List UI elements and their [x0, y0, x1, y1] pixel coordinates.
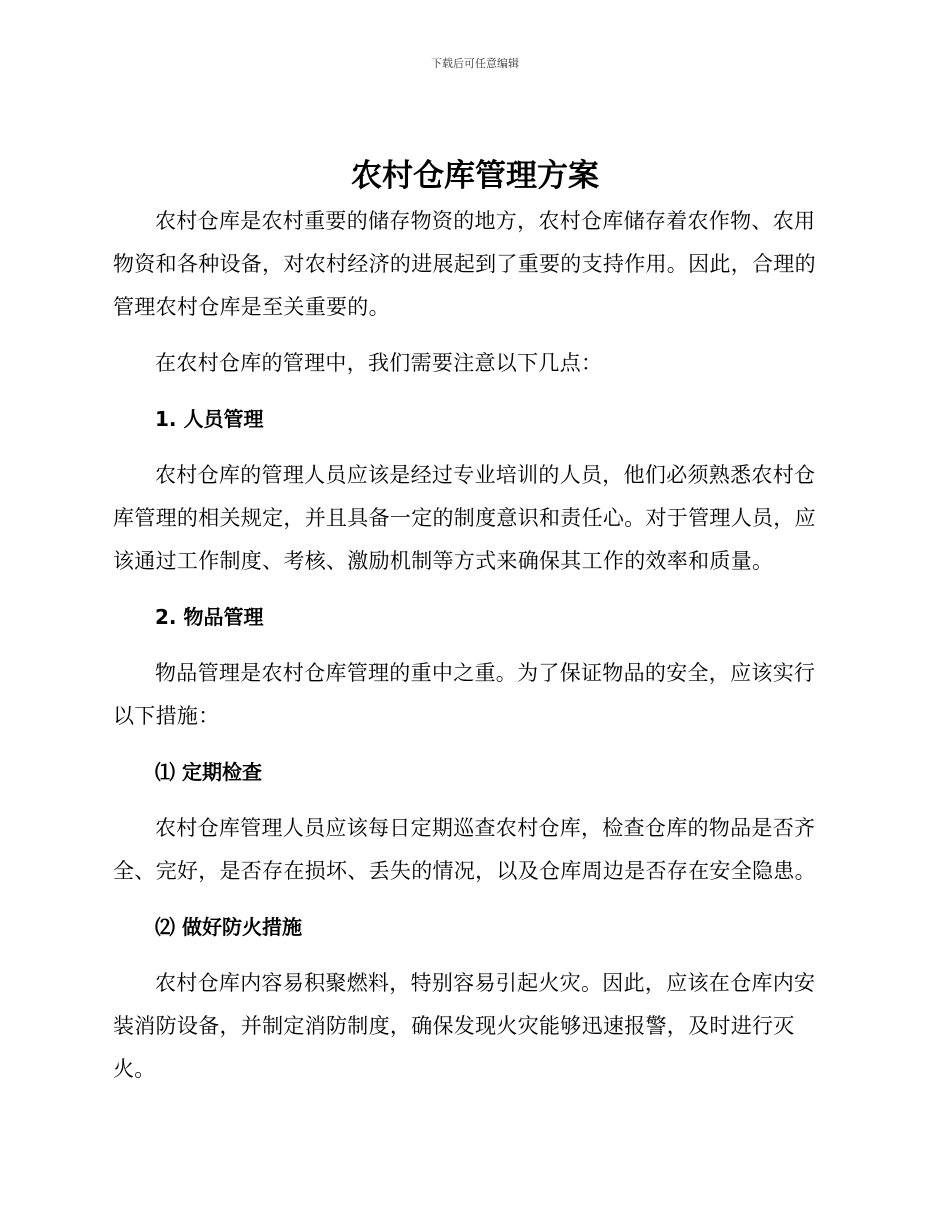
document-body	[113, 200, 833, 1104]
section-body-items: 物品管理是农村仓库管理的重中之重。为了保证物品的安全，应该实行以下措施：	[113, 661, 816, 728]
section-heading-personnel: 1. 人员管理	[155, 407, 264, 431]
header-note: 下载后可任意编辑	[431, 57, 519, 70]
section-heading-items: 2. 物品管理	[155, 605, 264, 629]
subsection-heading-fire-prevention: ⑵ 做好防火措施	[155, 915, 302, 939]
subsection-body-fire-prevention: 农村仓库内容易积聚燃料，特别容易引起火灾。因此，应该在仓库内安装消防设备，并制定消防制度，确保发现火灾能够迅速报警，及时进行灭火。	[113, 971, 816, 1081]
document-title: 农村仓库管理方案	[351, 158, 599, 194]
intro-paragraph: 农村仓库是农村重要的储存物资的地方，农村仓库储存着农作物、农用物资和各种设备，对农村经济的进展起到了重要的支持作用。因此，合理的管理农村仓库是至关重要的。	[113, 209, 816, 319]
lead-paragraph: 在农村仓库的管理中，我们需要注意以下几点：	[155, 351, 603, 375]
subsection-heading-inspection: ⑴ 定期检查	[155, 760, 262, 784]
subsection-body-inspection: 农村仓库管理人员应该每日定期巡查农村仓库，检查仓库的物品是否齐全、完好，是否存在损坏、丢失的情况，以及仓库周边是否存在安全隐患。	[113, 816, 816, 883]
section-body-personnel: 农村仓库的管理人员应该是经过专业培训的人员，他们必须熟悉农村仓库管理的相关规定，并且具备一定的制度意识和责任心。对于管理人员，应该通过工作制度、考核、激励机制等方式来确保其工作的效率和质量。	[113, 463, 816, 573]
